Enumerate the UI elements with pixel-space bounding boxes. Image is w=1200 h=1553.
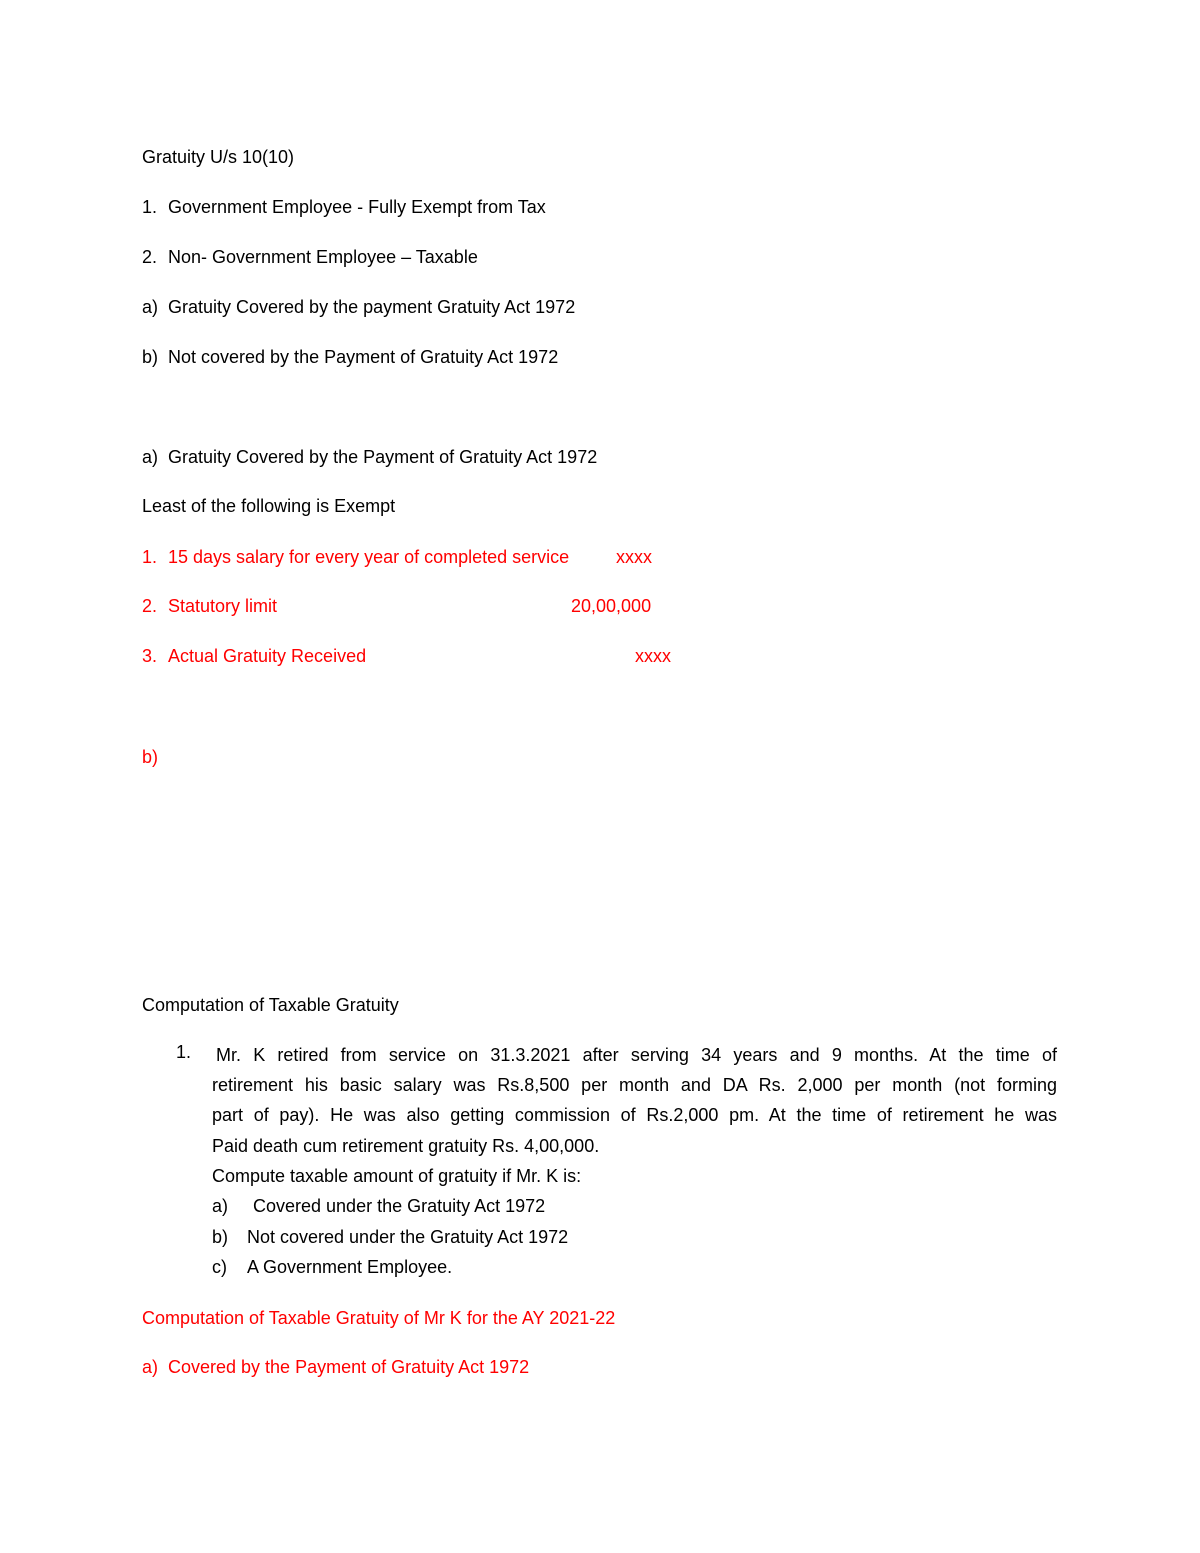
problem-number: 1. (176, 1042, 192, 1062)
problem-line-1: Mr. K retired from service on 31.3.2021 after serving 34 years and 9 months. At the time of (216, 1045, 1057, 1065)
option-text: Covered under the Gratuity Act 1972 (253, 1196, 546, 1216)
list-text: Gratuity Covered by the payment Gratuity Act 1972 (168, 297, 576, 317)
solution-part-text: Covered by the Payment of Gratuity Act 1972 (168, 1357, 530, 1377)
exempt-item-label: 15 days salary for every year of completed service (168, 547, 570, 567)
list-letter: a) (142, 447, 159, 467)
category-item-non-government (142, 245, 478, 269)
exempt-item-days-salary (142, 545, 702, 569)
option-letter: b) (212, 1227, 229, 1247)
list-letter: b) (142, 347, 159, 367)
list-text: Non- Government Employee – Taxable (168, 247, 478, 267)
list-letter: a) (142, 1357, 159, 1377)
solution-title: Computation of Taxable Gratuity of Mr K for the AY 2021-22 (142, 1308, 616, 1328)
sub-category-covered (142, 295, 575, 319)
list-number: 1. (142, 197, 158, 217)
list-text: Not covered by the Payment of Gratuity Act 1972 (168, 347, 559, 367)
option-text: A Government Employee. (247, 1257, 453, 1277)
option-letter: c) (212, 1257, 227, 1277)
sub-category-not-covered (142, 345, 558, 369)
exempt-item-actual-gratuity (142, 644, 702, 668)
exempt-item-amount: xxxx (635, 646, 671, 666)
section-title: Gratuity Covered by the Payment of Gratuity Act 1972 (168, 447, 598, 467)
exempt-item-statutory-limit (142, 594, 702, 618)
exempt-item-label: Statutory limit (168, 596, 278, 616)
list-number: 1. (142, 547, 158, 567)
section-b-heading: b) (142, 747, 159, 767)
list-letter: a) (142, 297, 159, 317)
list-number: 2. (142, 596, 158, 616)
section-a-intro: Least of the following is Exempt (142, 496, 396, 516)
section-a-heading (142, 445, 597, 469)
solution-part-a (142, 1355, 529, 1379)
exempt-item-label: Actual Gratuity Received (168, 646, 367, 666)
list-number: 2. (142, 247, 158, 267)
computation-title: Computation of Taxable Gratuity (142, 995, 399, 1015)
problem-line-5: Compute taxable amount of gratuity if Mr. K is: (212, 1166, 582, 1186)
problem-line-2: retirement his basic salary was Rs.8,500 per month and DA Rs. 2,000 per month (not forming (212, 1075, 1057, 1095)
option-c (212, 1252, 452, 1282)
option-letter: a) (212, 1196, 229, 1216)
option-b (212, 1222, 568, 1252)
category-item-government (142, 195, 546, 219)
exempt-item-amount: xxxx (616, 547, 652, 567)
exempt-item-amount: 20,00,000 (571, 596, 652, 616)
problem-line-3: part of pay). He was also getting commission of Rs.2,000 pm. At the time of retirement he was (212, 1105, 1057, 1125)
list-text: Government Employee - Fully Exempt from Tax (168, 197, 546, 217)
option-text: Not covered under the Gratuity Act 1972 (247, 1227, 569, 1247)
list-number: 3. (142, 646, 158, 666)
option-a (212, 1191, 545, 1221)
page-title: Gratuity U/s 10(10) (142, 147, 295, 167)
problem-line-4: Paid death cum retirement gratuity Rs. 4,00,000. (212, 1136, 600, 1156)
